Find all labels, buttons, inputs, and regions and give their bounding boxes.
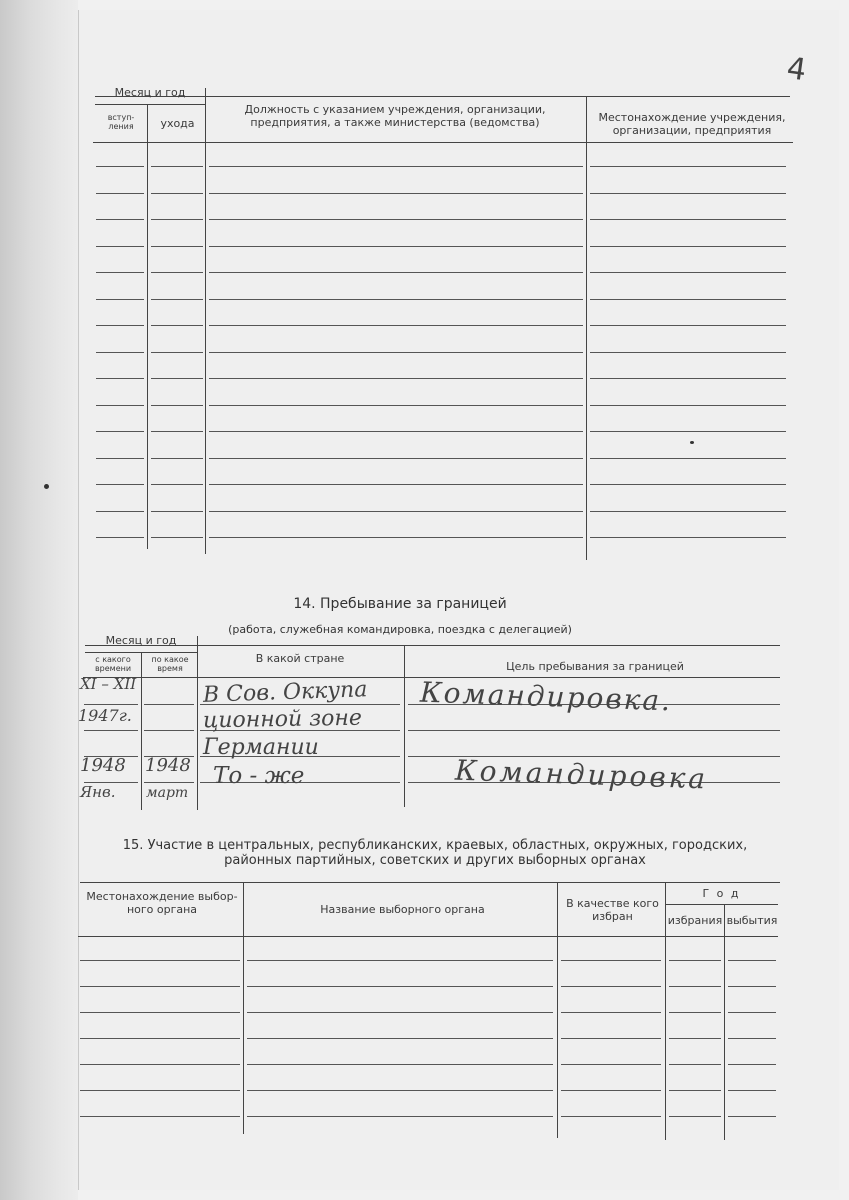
ruled-line xyxy=(728,1116,776,1117)
ruled-line xyxy=(590,378,786,379)
ruled-line xyxy=(144,730,194,731)
ruled-line xyxy=(151,219,203,220)
ruled-line xyxy=(80,986,240,987)
ruled-line xyxy=(96,272,144,273)
header-leave: ухода xyxy=(160,117,195,130)
ruled-line xyxy=(590,431,786,432)
column-divider xyxy=(197,636,198,810)
header-name: Название выборного органа xyxy=(320,903,485,916)
header-subdivider xyxy=(665,904,778,905)
ruled-line xyxy=(80,1012,240,1013)
ruled-line xyxy=(96,352,144,353)
ruled-line xyxy=(209,484,583,485)
ruled-line xyxy=(84,704,138,705)
ruled-line xyxy=(96,193,144,194)
ruled-line xyxy=(84,730,138,731)
ruled-line xyxy=(151,325,203,326)
ruled-line xyxy=(96,299,144,300)
ruled-line xyxy=(209,458,583,459)
entry1-country-line1: В Сов. Оккупа xyxy=(202,677,368,708)
ruled-line xyxy=(247,1038,553,1039)
section14-subtitle: (работа, служебная командировка, поездка с делегацией) xyxy=(228,623,572,636)
header-position: Должность с указанием учреждения, организации, предприятия, а также министерства (ведомства) xyxy=(244,103,546,129)
ruled-line xyxy=(209,272,583,273)
ruled-line xyxy=(728,986,776,987)
entry2-purpose: Командировка xyxy=(454,753,709,796)
ruled-line xyxy=(561,1038,661,1039)
column-divider xyxy=(724,904,725,1140)
header-year: Г о д xyxy=(702,887,741,900)
ruled-line xyxy=(209,219,583,220)
ruled-line xyxy=(590,246,786,247)
ruled-line xyxy=(590,458,786,459)
ruled-line xyxy=(669,1090,721,1091)
ruled-line xyxy=(96,219,144,220)
header-entry: вступ- ления xyxy=(107,113,135,131)
ruled-line xyxy=(209,378,583,379)
ruled-line xyxy=(561,986,661,987)
column-divider xyxy=(205,88,206,554)
ruled-line xyxy=(96,484,144,485)
ruled-line xyxy=(209,352,583,353)
ruled-line xyxy=(590,325,786,326)
ruled-line xyxy=(96,325,144,326)
ink-mark xyxy=(690,441,694,444)
ruled-line xyxy=(728,1012,776,1013)
header-month-year: Месяц и год xyxy=(114,86,186,99)
ruled-line xyxy=(247,1064,553,1065)
column-divider xyxy=(557,882,558,1138)
binding-edge xyxy=(0,0,78,1200)
ruled-line xyxy=(590,537,786,538)
entry2-country: То - же xyxy=(213,763,305,789)
ruled-line xyxy=(96,246,144,247)
ruled-line xyxy=(247,1012,553,1013)
header-bottom-border xyxy=(93,142,793,143)
page-number: 4 xyxy=(784,50,809,89)
entry2-from-month: Янв. xyxy=(80,783,116,801)
ruled-line xyxy=(144,704,194,705)
ruled-line xyxy=(209,299,583,300)
column-divider xyxy=(141,652,142,810)
column-divider xyxy=(147,104,148,549)
ruled-line xyxy=(209,405,583,406)
ruled-line xyxy=(590,511,786,512)
ruled-line xyxy=(669,1064,721,1065)
header-from: с какого времени xyxy=(94,655,132,673)
ruled-line xyxy=(209,325,583,326)
ruled-line xyxy=(96,166,144,167)
header-country: В какой стране xyxy=(255,652,345,665)
ruled-line xyxy=(151,352,203,353)
ruled-line xyxy=(590,219,786,220)
ruled-line xyxy=(80,1038,240,1039)
ruled-line xyxy=(151,405,203,406)
ruled-line xyxy=(561,1116,661,1117)
section14-title: 14. Пребывание за границей xyxy=(293,596,507,612)
ruled-line xyxy=(561,1012,661,1013)
ruled-line xyxy=(590,299,786,300)
ruled-line xyxy=(151,537,203,538)
entry1-from-year: 1947г. xyxy=(78,706,132,725)
ruled-line xyxy=(669,960,721,961)
ruled-line xyxy=(80,960,240,961)
ruled-line xyxy=(151,246,203,247)
ruled-line xyxy=(151,272,203,273)
header-to: по какое время xyxy=(151,655,189,673)
ruled-line xyxy=(96,431,144,432)
ruled-line xyxy=(96,537,144,538)
header-elected: избрания xyxy=(667,914,723,927)
ruled-line xyxy=(209,537,583,538)
entry1-from-month: XI – XII xyxy=(80,675,137,693)
ruled-line xyxy=(590,193,786,194)
ruled-line xyxy=(590,166,786,167)
section15-title: 15. Участие в центральных, республиканских, краевых, областных, окружных, городских, районных партийных, советских и других выборных органах xyxy=(122,838,748,868)
ruled-line xyxy=(209,246,583,247)
ruled-line xyxy=(590,352,786,353)
ruled-line xyxy=(151,166,203,167)
ruled-line xyxy=(151,511,203,512)
header-left: выбытия xyxy=(726,914,778,927)
header-location: Местонахождение учреждения, организации, предприятия xyxy=(598,111,786,137)
ruled-line xyxy=(96,378,144,379)
ruled-line xyxy=(209,431,583,432)
ruled-line xyxy=(247,960,553,961)
ruled-line xyxy=(151,484,203,485)
ruled-line xyxy=(728,1090,776,1091)
ruled-line xyxy=(669,1116,721,1117)
ruled-line xyxy=(561,1090,661,1091)
ruled-line xyxy=(151,431,203,432)
ruled-line xyxy=(209,166,583,167)
table-top-border xyxy=(80,882,780,883)
ruled-line xyxy=(590,484,786,485)
header-location: Местонахождение выбор- ного органа xyxy=(86,890,238,916)
header-subdivider xyxy=(95,104,205,105)
ink-mark xyxy=(44,484,49,489)
column-divider xyxy=(586,96,587,560)
column-divider xyxy=(665,882,666,1140)
entry2-to-month: март xyxy=(146,785,189,801)
entry1-purpose: Командировка. xyxy=(419,675,673,718)
ruled-line xyxy=(247,986,553,987)
ruled-line xyxy=(96,511,144,512)
ruled-line xyxy=(247,1090,553,1091)
ruled-line xyxy=(669,1012,721,1013)
ruled-line xyxy=(96,405,144,406)
entry1-country-line3: Германии xyxy=(203,735,319,760)
ruled-line xyxy=(80,1090,240,1091)
ruled-line xyxy=(728,1064,776,1065)
entry1-country-line2: ционной зоне xyxy=(202,705,363,734)
ruled-line xyxy=(561,960,661,961)
ruled-line xyxy=(96,458,144,459)
ruled-line xyxy=(209,193,583,194)
ruled-line xyxy=(728,960,776,961)
ruled-line xyxy=(561,1064,661,1065)
ruled-line xyxy=(80,1064,240,1065)
header-purpose: Цель пребывания за границей xyxy=(506,660,684,673)
ruled-line xyxy=(669,1038,721,1039)
column-divider xyxy=(243,882,244,1134)
header-month-year: Месяц и год xyxy=(105,634,177,647)
ruled-line xyxy=(151,299,203,300)
ruled-line xyxy=(151,378,203,379)
ruled-line xyxy=(408,730,780,731)
ruled-line xyxy=(669,986,721,987)
column-divider xyxy=(404,645,405,807)
entry2-from-year: 1948 xyxy=(80,755,126,776)
entry2-to-year: 1948 xyxy=(145,755,191,776)
ruled-line xyxy=(247,1116,553,1117)
ruled-line xyxy=(209,511,583,512)
ruled-line xyxy=(151,458,203,459)
ruled-line xyxy=(80,1116,240,1117)
ruled-line xyxy=(590,272,786,273)
ruled-line xyxy=(590,405,786,406)
ruled-line xyxy=(728,1038,776,1039)
ruled-line xyxy=(144,782,194,783)
header-bottom-border xyxy=(78,936,778,937)
ruled-line xyxy=(151,193,203,194)
header-role: В качестве кого избран xyxy=(566,897,659,923)
